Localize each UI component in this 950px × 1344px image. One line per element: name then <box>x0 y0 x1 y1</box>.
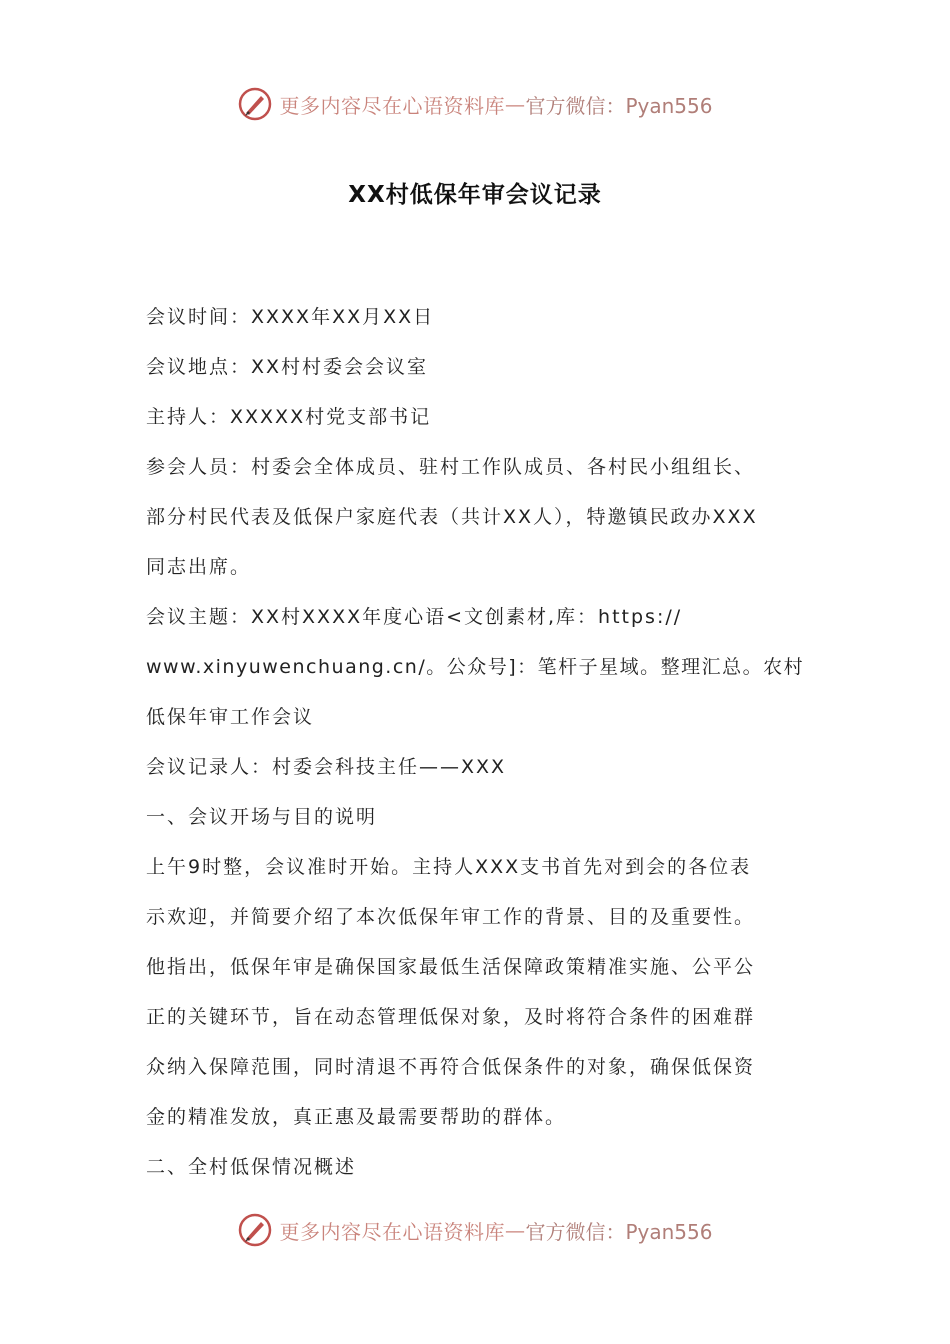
paragraph-line: 金的精准发放，真正惠及最需要帮助的群体。 <box>146 1106 567 1128</box>
footer-banner <box>0 1208 950 1252</box>
meeting-topic-line-3: 低保年审工作会议 <box>146 706 315 728</box>
meeting-time: 会议时间：XXXX年XX月XX日 <box>146 306 435 328</box>
section-heading-2: 二、全村低保情况概述 <box>146 1156 357 1178</box>
paragraph-line: 他指出，低保年审是确保国家最低生活保障政策精准实施、公平公 <box>146 956 756 978</box>
meeting-place: 会议地点：XX村村委会会议室 <box>146 356 429 378</box>
document-title: XX村低保年审会议记录 <box>348 182 602 208</box>
banner-text: 更多内容尽在心语资料库 <box>279 1219 505 1244</box>
paragraph-line: 众纳入保障范围，同时清退不再符合低保条件的对象，确保低保资 <box>146 1056 756 1078</box>
document-body <box>146 292 806 1192</box>
attendees-line-1: 参会人员：村委会全体成员、驻村工作队成员、各村民小组组长、 <box>146 456 756 478</box>
paragraph-line: 示欢迎，并简要介绍了本次低保年审工作的背景、目的及重要性。 <box>146 906 756 928</box>
banner-dash: — <box>504 1218 526 1242</box>
meeting-topic-line-1: 会议主题：XX村XXXX年度心语<文创素材,库：https:// <box>146 606 683 628</box>
banner-wechat: 官方微信：Pyan556 <box>525 93 713 118</box>
quill-logo-icon <box>237 1212 273 1248</box>
attendees-line-3: 同志出席。 <box>146 556 252 578</box>
paragraph-line: 正的关键环节，旨在动态管理低保对象，及时将符合条件的困难群 <box>146 1006 756 1028</box>
meeting-recorder: 会议记录人：村委会科技主任——XXX <box>146 756 507 778</box>
header-banner <box>0 82 950 126</box>
meeting-topic-line-2: www.xinyuwenchuang.cn/。公众号]：笔杆子星域。整理汇总。农村 <box>146 656 805 678</box>
meeting-host: 主持人：XXXXX村党支部书记 <box>146 406 432 428</box>
paragraph-line: 上午9时整，会议准时开始。主持人XXX支书首先对到会的各位表 <box>146 856 752 878</box>
banner-text: 更多内容尽在心语资料库 <box>279 93 505 118</box>
banner-wechat: 官方微信：Pyan556 <box>525 1219 713 1244</box>
quill-logo-icon <box>237 86 273 122</box>
banner-dash: — <box>504 92 526 116</box>
attendees-line-2: 部分村民代表及低保户家庭代表（共计XX人），特邀镇民政办XXX <box>146 506 758 528</box>
section-heading-1: 一、会议开场与目的说明 <box>146 806 378 828</box>
